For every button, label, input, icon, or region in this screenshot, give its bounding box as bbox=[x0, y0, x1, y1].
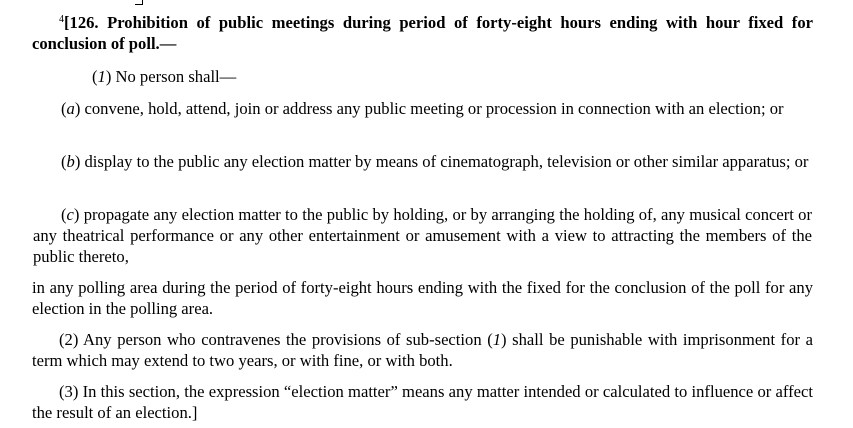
clause-b-open: ( bbox=[61, 152, 67, 171]
subsection-1 bbox=[92, 66, 812, 87]
clause-c-open: ( bbox=[61, 205, 67, 224]
clause-b bbox=[33, 151, 812, 172]
subsection-2-text-after: ) shall be punishable with imprisonment for a term which may extend to two years, or with fine, or with both. bbox=[32, 330, 813, 370]
subsection-3: (3) In this section, the expression “election matter” means any matter intended or calculated to influence or affect the result of an election.] bbox=[32, 382, 813, 422]
section-heading-text: [126. Prohibition of public meetings during period of forty-eight hours ending with hour fixed for conclusion of poll.— bbox=[32, 13, 813, 53]
footnote-marker: 4 bbox=[59, 14, 64, 25]
subsection-1-open: ( bbox=[92, 67, 98, 86]
subsection-1-number: 1 bbox=[97, 67, 106, 86]
subsection-2 bbox=[32, 329, 813, 371]
clause-b-letter: b bbox=[66, 152, 75, 171]
clause-a bbox=[33, 98, 812, 119]
clause-c-letter: c bbox=[66, 205, 74, 224]
clause-b-text: display to the public any election matter by means of cinematograph, television or other similar apparatus; or bbox=[80, 152, 809, 171]
clause-a-open: ( bbox=[61, 99, 67, 118]
clause-a-letter: a bbox=[66, 99, 75, 118]
page-edge-mark bbox=[135, 0, 143, 5]
clause-c-text: propagate any election matter to the public by holding, or by arranging the holding of, any musical concert or any theatrical performance or any other entertainment or amusement with a view to attracting the members of the public thereto, bbox=[33, 205, 812, 266]
clause-c-close: ) bbox=[73, 205, 80, 224]
subsection-2-ref: 1 bbox=[492, 330, 502, 349]
clause-a-text: convene, hold, attend, join or address any public meeting or procession in connection with an election; or bbox=[80, 99, 784, 118]
clause-c bbox=[33, 204, 812, 267]
subsection-1-tail: in any polling area during the period of forty-eight hours ending with the fixed for the conclusion of the poll for any election in the polling area. bbox=[32, 278, 813, 318]
clause-a-close: ) bbox=[74, 99, 81, 118]
clause-b-close: ) bbox=[74, 152, 81, 171]
subsection-2-text-before: (2) Any person who contravenes the provisions of sub-section ( bbox=[59, 330, 493, 349]
section-heading bbox=[32, 12, 813, 54]
subsection-1-text: ) No person shall— bbox=[105, 67, 237, 86]
